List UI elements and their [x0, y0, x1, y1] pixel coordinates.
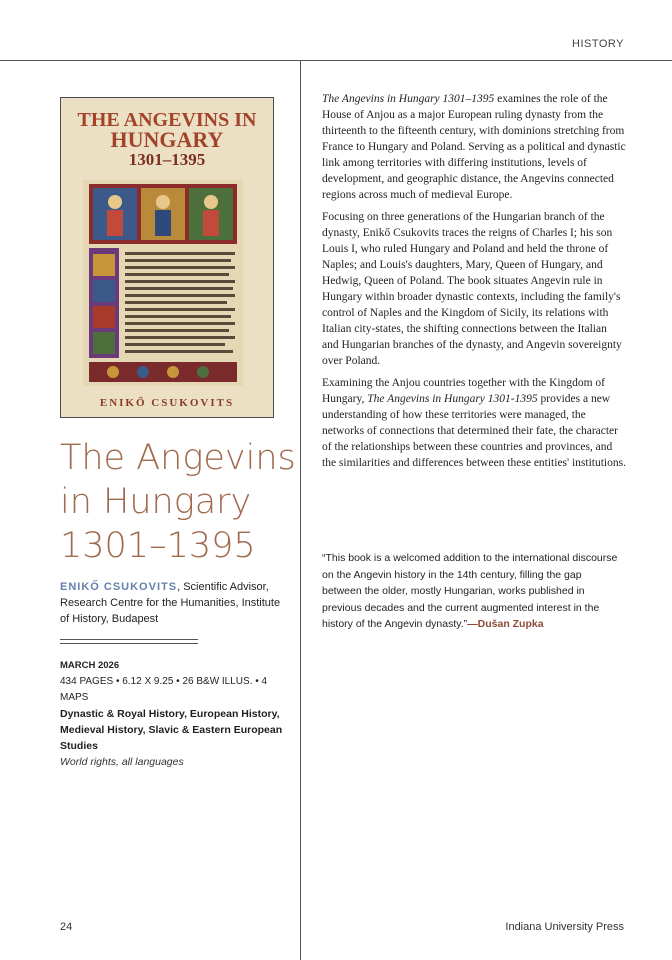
publication-date: MARCH 2026 — [60, 660, 120, 671]
book-rights: World rights, all languages — [60, 756, 184, 768]
quote-attribution: —Dušan Zupka — [467, 618, 544, 630]
book-specs: 434 PAGES • 6.12 X 9.25 • 26 B&W ILLUS. • 4 MAPS — [60, 676, 268, 703]
cover-title-line1: THE ANGEVINS IN — [77, 109, 257, 131]
author-affiliation: , Scientific Advisor, Research Centre for the Humanities, Institute of History, Budapest — [60, 581, 281, 625]
quote-text: “This book is a welcomed addition to the international discourse on the Angevin history in the 14th century, filling the gap between the older, mostly Hungarian, works published in previous decades and the current augmented interest in the history of the Angevin dynasty.” — [322, 552, 618, 630]
description-paragraph-1 — [322, 91, 626, 203]
book-title-line2: in Hungary — [60, 482, 252, 522]
description-paragraph-3 — [322, 375, 626, 471]
illuminated-manuscript-icon — [83, 180, 243, 386]
description-p3-before: Examining the Anjou countries together with the Kingdom of Hungary, — [322, 377, 605, 405]
author-block — [60, 579, 290, 627]
book-metadata — [60, 658, 285, 770]
column-divider — [300, 60, 301, 960]
endorsement-quote — [322, 550, 624, 633]
cover-author: ENIKŐ CSUKOVITS — [99, 397, 235, 409]
book-description — [322, 91, 626, 477]
book-title-line3: 1301–1395 — [60, 526, 256, 566]
publisher-name: Indiana University Press — [505, 921, 624, 933]
cover-title-line2: HUNGARY — [110, 127, 224, 152]
description-p3-after: provides a new understanding of how these territories were managed, the networks of connections that determined their fate, the character of the relationships between these countries and provinces, and the similarities and differences between these entities' institutions. — [322, 393, 626, 469]
header-rule — [0, 60, 672, 61]
page-number: 24 — [60, 921, 73, 933]
book-title — [60, 436, 300, 568]
section-label: HISTORY — [572, 38, 624, 50]
book-subjects: Dynastic & Royal History, European History, Medieval History, Slavic & Eastern European Studies — [60, 708, 283, 752]
description-p3-title: The Angevins in Hungary 1301-1395 — [367, 393, 538, 405]
description-title-ref: The Angevins in Hungary 1301–1395 — [322, 93, 495, 105]
author-name: ENIKŐ CSUKOVITS — [60, 581, 178, 593]
divider-double-rule — [60, 639, 198, 644]
book-cover-image — [60, 97, 274, 418]
description-p1-text: examines the role of the House of Anjou as a major European ruling dynasty from the thirteenth to the fifteenth century, with dominions stretching from France to Hungary and Poland. Serving as a political and dynastic link among territories with differing institutions, levels of development, and geographic distance, the Angevins connected regions across much of medieval Europe. — [322, 93, 626, 201]
book-title-line1: The Angevins — [60, 438, 296, 478]
description-paragraph-2: Focusing on three generations of the Hungarian branch of the dynasty, Enikő Csukovits traces the reigns of Charles I; his son Louis I, who ruled Hungary and Poland and held the throne of Naples; and Louis's daughters, Mary, Queen of Hungary, and Hedwig, Queen of Poland. The book situates Angevin rule in Hungary within broader dynastic contexts, including the family's control of Naples and the Kingdom of Sicily, its relations with Italian city-states, the shifting connections between the Italian and Hungarian branches of the dynasty, and Angevin sovereignty over Poland. — [322, 211, 622, 367]
cover-title — [61, 110, 273, 170]
cover-title-line3: 1301–1395 — [128, 150, 206, 169]
